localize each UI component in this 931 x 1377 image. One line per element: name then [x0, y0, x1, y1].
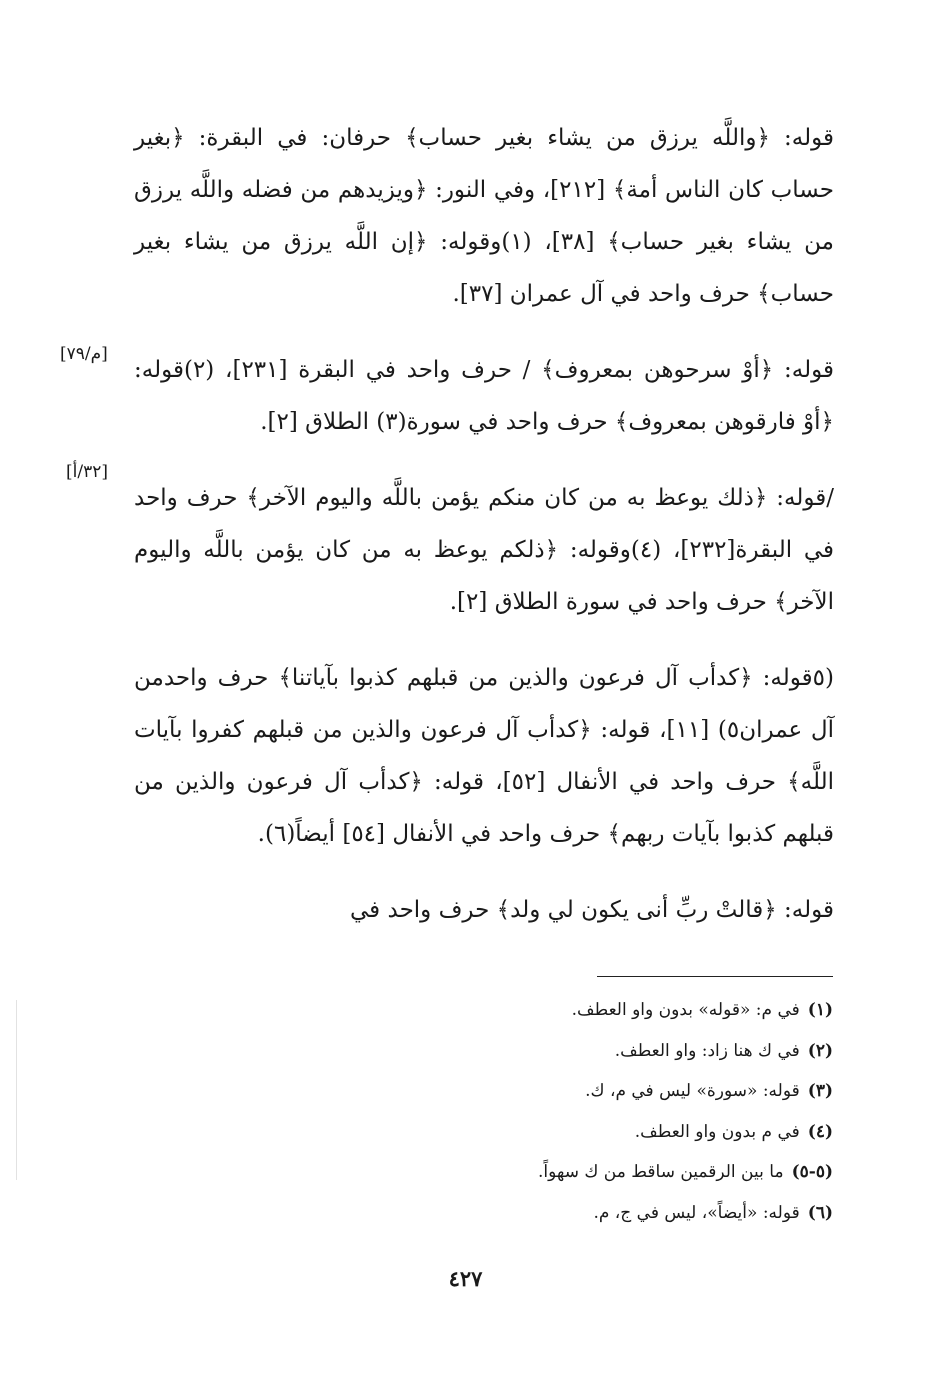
footnote-text: قوله: «أيضاً»، ليس في ج، م.	[593, 1202, 800, 1223]
main-text-body	[134, 112, 834, 946]
footnote-number: (٢)	[807, 1040, 833, 1061]
footnote-number: (٤)	[807, 1121, 833, 1142]
footnote-6	[313, 1193, 833, 1234]
paragraph-4: (٥قوله: ﴿كدأب آل فرعون والذين من قبلهم كذبوا بآياتنا﴾ حرف واحدمن آل عمران٥) [١١]، قوله: ﴿كدأب آل فرعون والذين من قبلهم كفروا بآيات اللَّه﴾ حرف واحد في الأنفال [٥٢]، قوله: ﴿كدأب آل فرعون والذين من قبلهم كذبوا بآيات ربهم﴾ حرف واحد في الأنفال [٥٤] أيضاً(٦).	[134, 665, 835, 847]
footnote-text: في ك هنا زاد: واو العطف.	[614, 1040, 800, 1061]
footnote-text: ما بين الرقمين ساقط من ك سهواً.	[538, 1162, 784, 1182]
footnote-text: في م: «قوله» بدون واو العطف.	[571, 1000, 800, 1020]
paragraph-1: قوله: ﴿واللَّه يرزق من يشاء بغير حساب﴾ حرفان: في البقرة: ﴿بغير حساب كان الناس أمة﴾ [٢١٢]، وفي النور: ﴿ويزيدهم من فضله واللَّه يرزق من يشاء بغير حساب﴾ [٣٨]، (١)وقوله: ﴿إن اللَّه يرزق من يشاء بغير حساب﴾ حرف واحد في آل عمران [٣٧].	[134, 125, 835, 307]
page-number: ٤٢٧	[448, 1266, 483, 1291]
footnote-text: في م بدون واو العطف.	[634, 1121, 800, 1142]
manuscript-folio-ref-1: [م/٧٩]	[60, 344, 108, 364]
manuscript-folio-ref-2: [٣٢/أ]	[66, 462, 108, 482]
footnote-number: (٣)	[807, 1081, 833, 1101]
scan-artifact-line	[16, 1000, 17, 1180]
footnotes-section	[313, 990, 833, 1233]
paragraph-3: /قوله: ﴿ذلك يوعظ به من كان منكم يؤمن باللَّه واليوم الآخر﴾ حرف واحد في البقرة[٢٣٢]، (٤)وقوله: ﴿ذلكم يوعظ به من كان يؤمن باللَّه واليوم الآخر﴾ حرف واحد في سورة الطلاق [٢].	[134, 485, 835, 615]
footnote-4	[313, 1112, 833, 1153]
paragraph-5: قوله: ﴿قالتْ ربِّ أنى يكون لي ولد﴾ حرف واحد في	[350, 897, 834, 923]
footnote-number: (١)	[807, 1000, 833, 1020]
paragraph-2: قوله: ﴿أوْ سرحوهن بمعروف﴾ / حرف واحد في البقرة [٢٣١]، (٢)قوله: ﴿أوْ فارقوهن بمعروف﴾ حرف واحد في سورة(٣) الطلاق [٢].	[134, 357, 834, 435]
footnote-5	[313, 1152, 833, 1193]
footnote-number: (٦)	[807, 1202, 833, 1223]
footnote-3	[313, 1071, 833, 1112]
footnote-text: قوله: «سورة» ليس في م، ك.	[585, 1081, 800, 1101]
footnote-2	[313, 1031, 833, 1072]
footnote-number: (٥-٥)	[791, 1162, 833, 1182]
footnote-separator	[597, 976, 833, 977]
footnote-1	[313, 990, 833, 1031]
